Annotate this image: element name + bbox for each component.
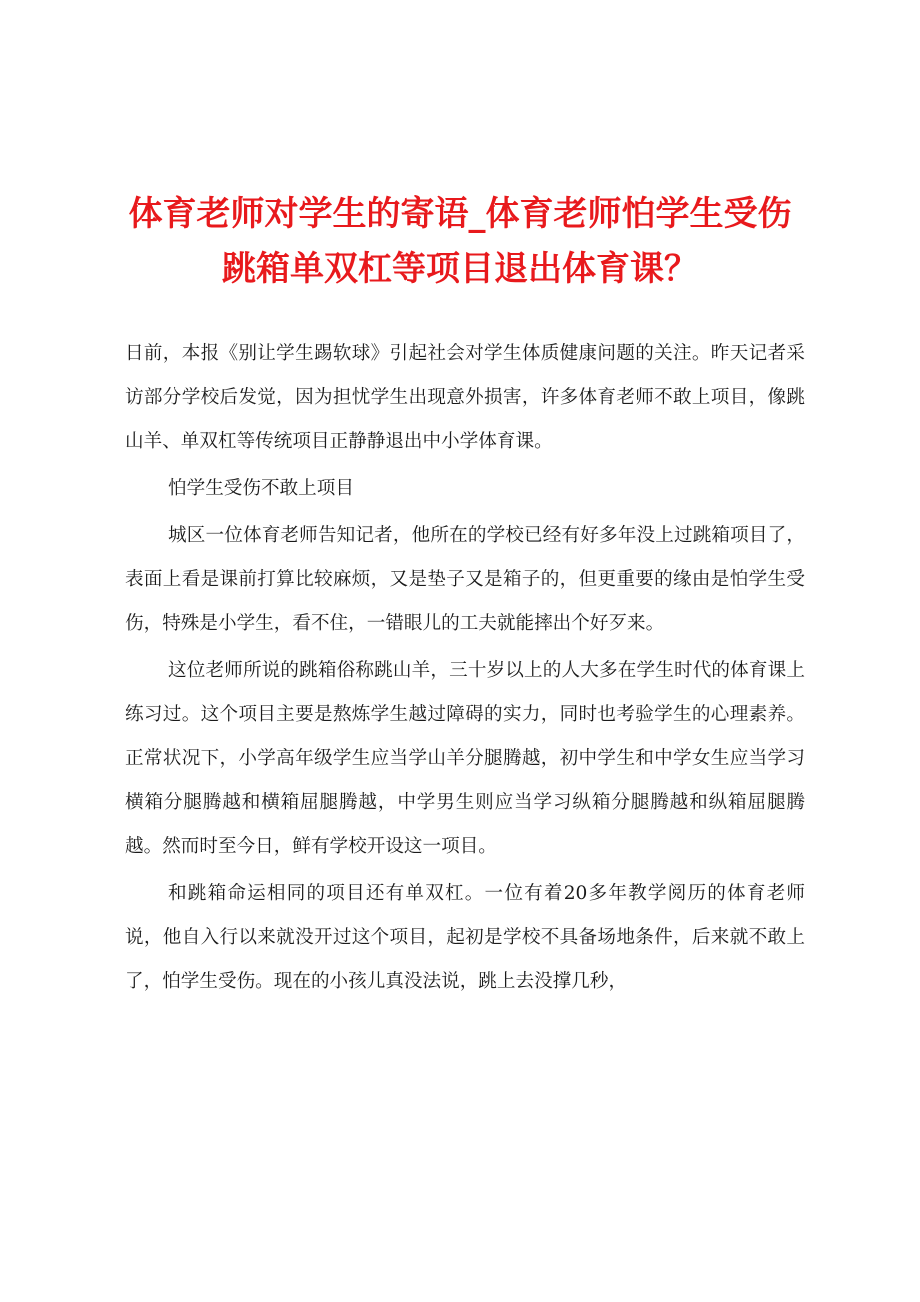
paragraph-2: 城区一位体育老师告知记者，他所在的学校已经有好多年没上过跳箱项目了，表面上看是课前打算比较麻烦，又是垫子又是箱子的，但更重要的缘由是怕学生受伤，特殊是小学生，看不住，一错眼儿的工夫就能摔出个好歹来。 [125,525,805,634]
paragraph-3: 这位老师所说的跳箱俗称跳山羊，三十岁以上的人大多在学生时代的体育课上练习过。这个项目主要是熬炼学生越过障碍的实力，同时也考验学生的心理素养。正常状况下，小学高年级学生应当学山羊分腿腾越，初中学生和中学女生应当学习横箱分腿腾越和横箱屈腿腾越，中学男生则应当学习纵箱分腿腾越和纵箱屈腿腾越。然而时至今日，鲜有学校开设这一项目。 [125,660,805,857]
document-body [125,332,805,1004]
document-title-line-1: 体育老师对学生的寄语_体育老师怕学生受伤 [128,194,792,234]
document-title-line-2: 跳箱单双杠等项目退出体育课？ [222,249,698,289]
paragraph-intro: 日前，本报《别让学生踢软球》引起社会对学生体质健康问题的关注。昨天记者采访部分学校后发觉，因为担忧学生出现意外损害，许多体育老师不敢上项目，像跳山羊、单双杠等传统项目正静静退出中小学体育课。 [125,343,805,452]
paragraph-4: 和跳箱命运相同的项目还有单双杠。一位有着20多年教学阅历的体育老师说，他自入行以来就没开过这个项目，起初是学校不具备场地条件，后来就不敢上了，怕学生受伤。现在的小孩儿真没法说，跳上去没撑几秒， [125,883,805,992]
section-heading: 怕学生受伤不敢上项目 [168,478,354,499]
